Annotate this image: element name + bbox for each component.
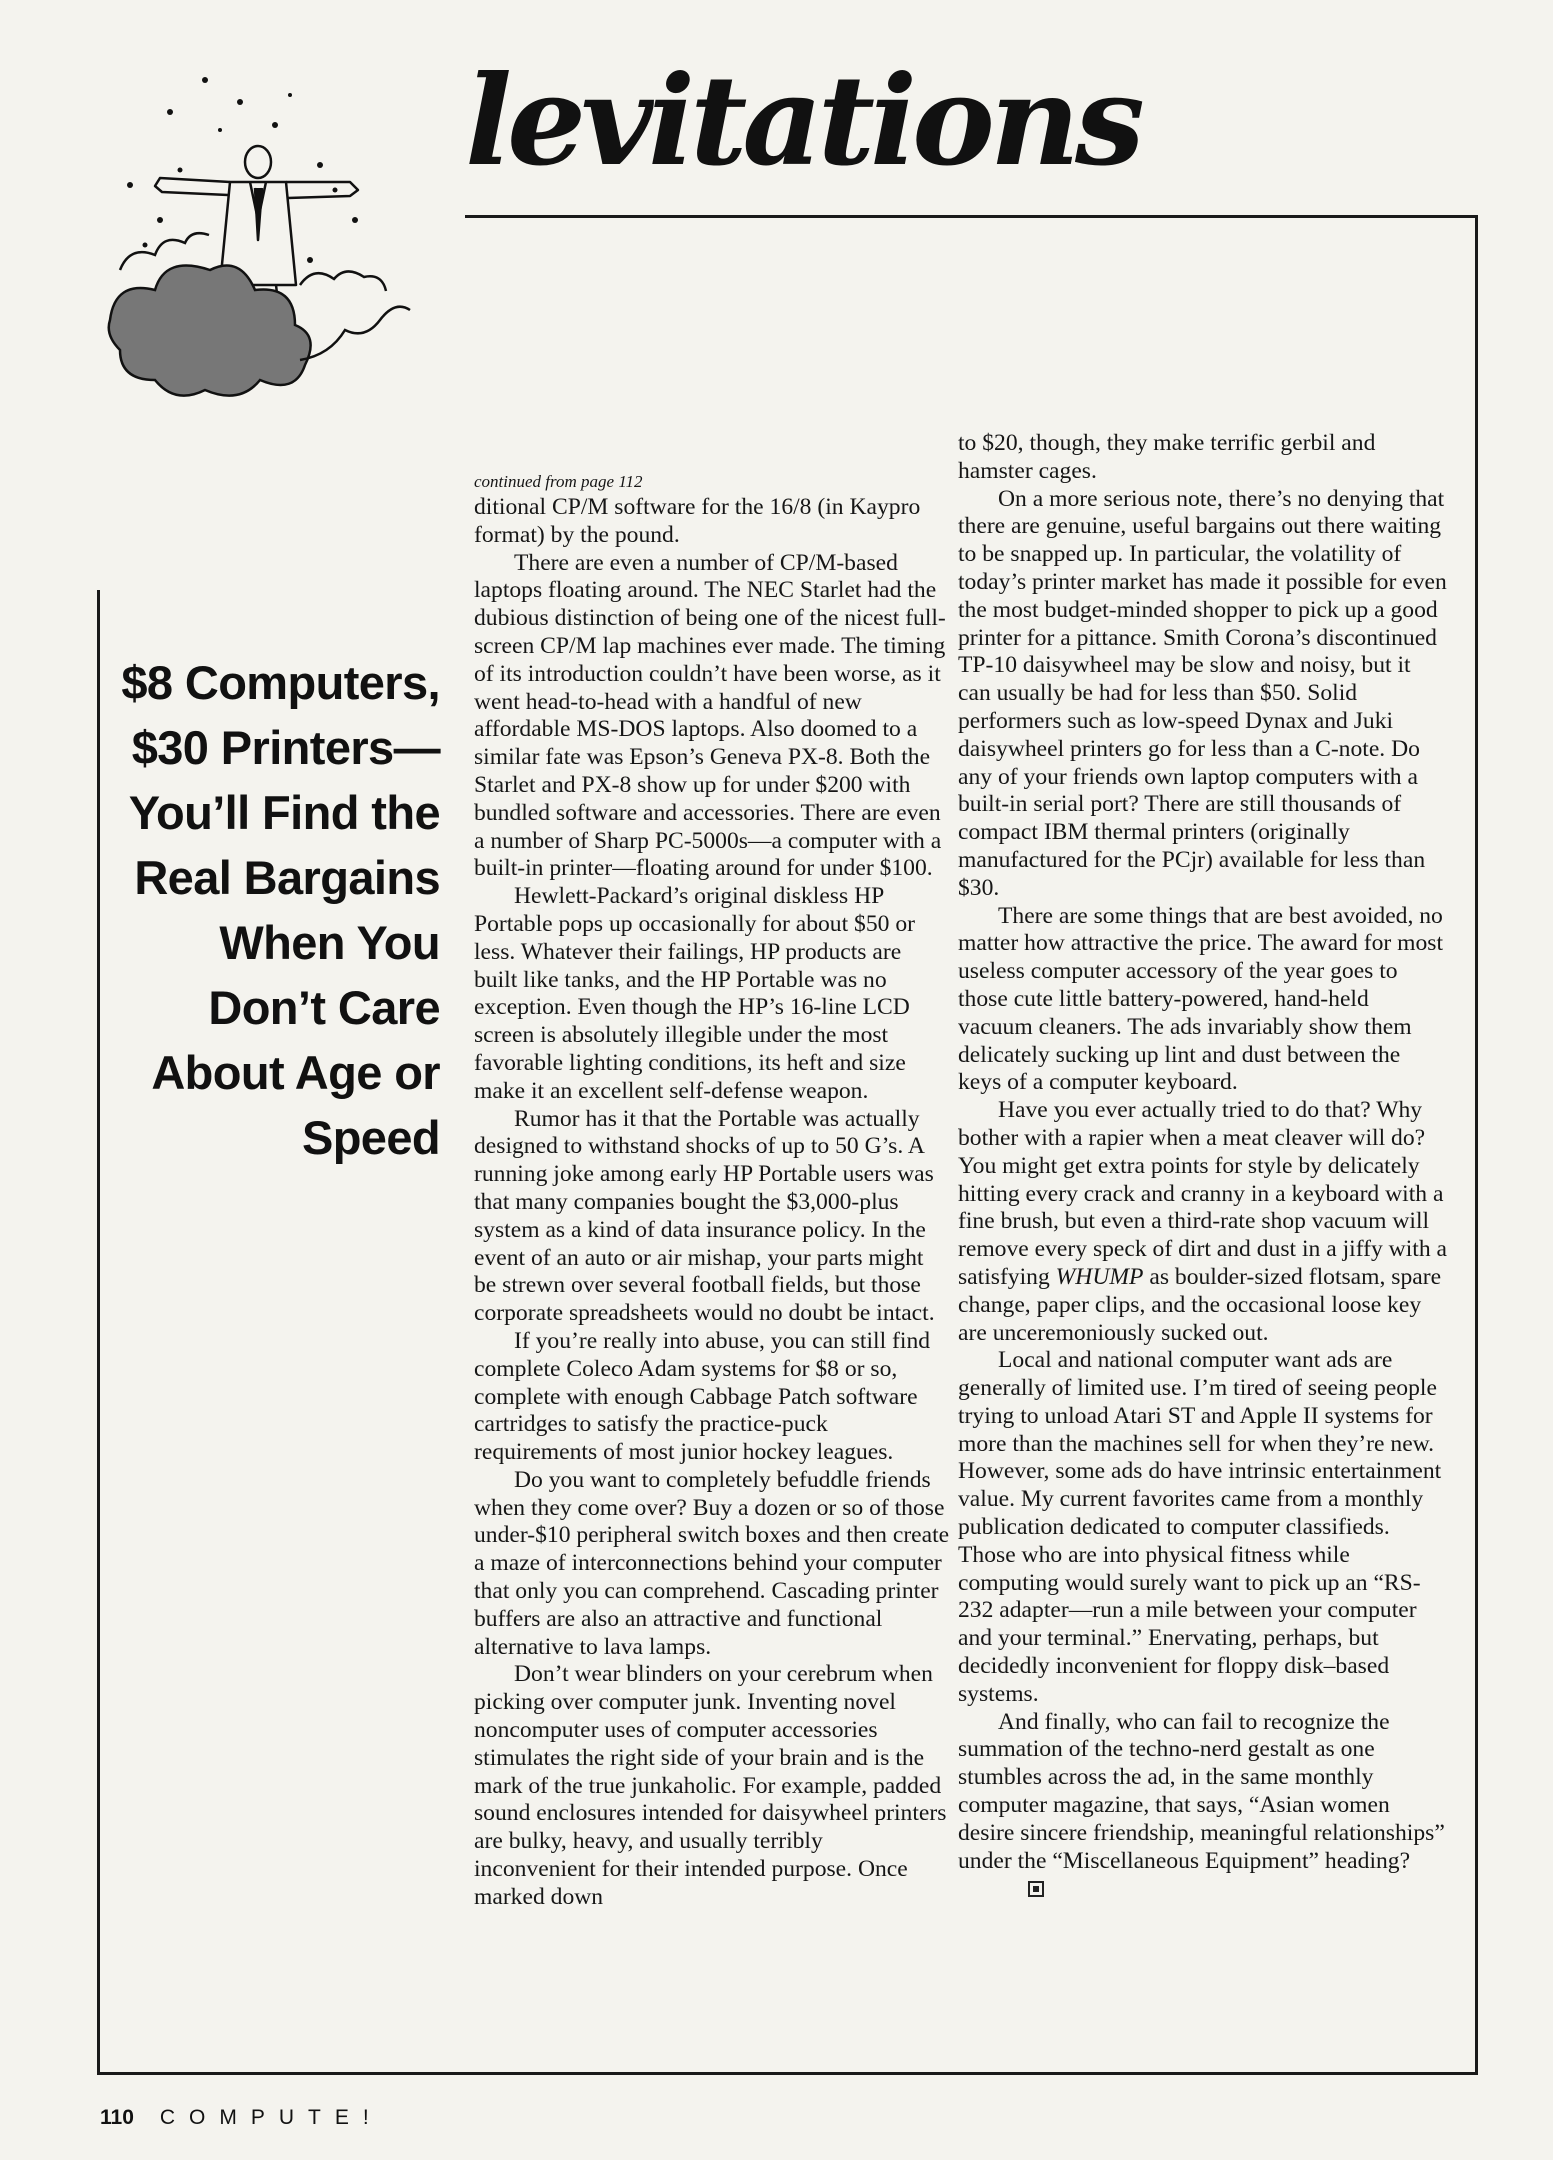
- frame-top-rule: [465, 215, 1478, 218]
- continued-note: continued from page 112: [474, 472, 643, 491]
- text-run: as boulder-sized flotsam, spare change, paper clips, and the occasional loose key are unceremoniously sucked out.: [958, 1263, 1442, 1346]
- levitating-man-illustration: [100, 70, 440, 450]
- section-logo: levitations: [465, 49, 1140, 194]
- paragraph: Rumor has it that the Portable was actually designed to withstand shocks of up to 50 G’s. A running joke among early HP Portable users was that many companies bought the $3,000-plus system as a kind of data insurance policy. In the event of an auto or air mishap, your parts might be strewn over several football fields, but those corporate spreadsheets would no doubt be intact.: [474, 1105, 935, 1327]
- magazine-name: COMPUTE!: [159, 2106, 383, 2129]
- paragraph: If you’re really into abuse, you can still find complete Coleco Adam systems for $8 or so, complete with enough Cabbage Patch software cartridges to satisfy the practice-puck requirements of most junior hockey leagues.: [474, 1327, 931, 1466]
- paragraph: On a more serious note, there’s no denying that there are genuine, useful bargains out there waiting to be snapped up. In particular, the volatility of today’s printer market has made it possible for even the most budget-minded shopper to pick up a good printer for a pittance. Smith Corona’s discontinued TP-10 daisywheel may be slow and noisy, but it can usually be had for less than $50. Solid performers such as low-speed Dynax and Juki daisywheel printers go for less than a C-note. Do any of your friends own laptop computers with a built-in serial port? There are still thousands of compact IBM thermal printers (originally manufactured for the PCjr) available for less than $30.: [958, 485, 1447, 901]
- paragraph: Hewlett-Packard’s original diskless HP Portable pops up occasionally for about $50 or less. Whatever their failings, HP products are built like tanks, and the HP Portable was no exception. Even though the HP’s 16-line LCD screen is absolutely illegible under the most favorable lighting conditions, its heft and size make it an excellent self-defense weapon.: [474, 883, 915, 1104]
- article-column-1: [474, 470, 950, 1912]
- page-footer: [100, 2106, 383, 2130]
- paragraph: Do you want to completely befuddle friends when they come over? Buy a dozen or so of those under-$10 peripheral switch boxes and then create a maze of interconnections behind your computer that only you can comprehend. Cascading printer buffers are also an attractive and functional alternative to lava lamps.: [474, 1466, 950, 1660]
- paragraph: Don’t wear blinders on your cerebrum when picking over computer junk. Inventing novel noncomputer uses of computer accessories stimulates the right side of your brain and is the mark of the true junkaholic. For example, padded sound enclosures intended for daisywheel printers are bulky, heavy, and usually terribly inconvenient for their intended purpose. Once marked down: [474, 1661, 947, 1910]
- headline: $8 Computers, $30 Printers— You’ll Find the Real Bargains When You Don’t Care About Age or Speed: [121, 656, 440, 1164]
- paragraph: [958, 1709, 1448, 1904]
- paragraph: ditional CP/M software for the 16/8 (in Kaypro format) by the pound.: [474, 494, 921, 548]
- text-run: And finally, who can fail to recognize the summation of the techno-nerd gestalt as one stumbles across the ad, in the same monthly computer magazine, that says, “Asian women desire sincere friendship, meaningful relationships” under the “Miscellaneous Equipment” heading?: [958, 1708, 1445, 1874]
- paragraph: Local and national computer want ads are generally of limited use. I’m tired of seeing people trying to unload Atari ST and Apple II systems for more than the machines sell for when they’re new. However, some ads do have intrinsic entertainment value. My current favorites came from a monthly publication dedicated to computer classifieds. Those who are into physical fitness while computing would surely want to pick up an “RS-232 adapter—run a mile between your computer and your terminal.” Enervating, perhaps, but decidedly inconvenient for floppy disk–based systems.: [958, 1347, 1442, 1707]
- paragraph: There are some things that are best avoided, no matter how attractive the price. The award for most useless computer accessory of the year goes to those cute little battery-powered, hand-held vacuum cleaners. The ads invariably show them delicately sucking up lint and dust between the keys of a computer keyboard.: [958, 902, 1444, 1096]
- paragraph: [958, 1097, 1448, 1347]
- end-of-article-icon: [1028, 1881, 1044, 1897]
- article-column-2: [958, 430, 1448, 1903]
- frame-left-rule: [97, 590, 100, 2075]
- page-number: 110: [100, 2106, 134, 2129]
- frame-right-rule: [1475, 215, 1478, 2075]
- paragraph: to $20, though, they make terrific gerbil and hamster cages.: [958, 430, 1376, 484]
- text-run: Have you ever actually tried to do that? Why bother with a rapier when a meat cleaver will do? You might get extra points for style by delicately hitting every crack and cranny in a keyboard with a fine brush, but even a third-rate shop vacuum will remove every speck of dirt and dust in a jiffy with a satisfying: [958, 1097, 1447, 1290]
- italic-word: WHUMP: [1055, 1263, 1144, 1290]
- paragraph: There are even a number of CP/M-based laptops floating around. The NEC Starlet had the dubious distinction of being one of the nicest full-screen CP/M lap machines ever made. The timing of its introduction couldn’t have been worse, as it went head-to-head with a handful of new affordable MS-DOS laptops. Also doomed to a similar fate was Epson’s Geneva PX-8. Both the Starlet and PX-8 show up for under $200 with bundled software and accessories. There are even a number of Sharp PC-5000s—a computer with a built-in printer—floating around for under $100.: [474, 549, 946, 882]
- frame-bottom-rule: [97, 2072, 1478, 2075]
